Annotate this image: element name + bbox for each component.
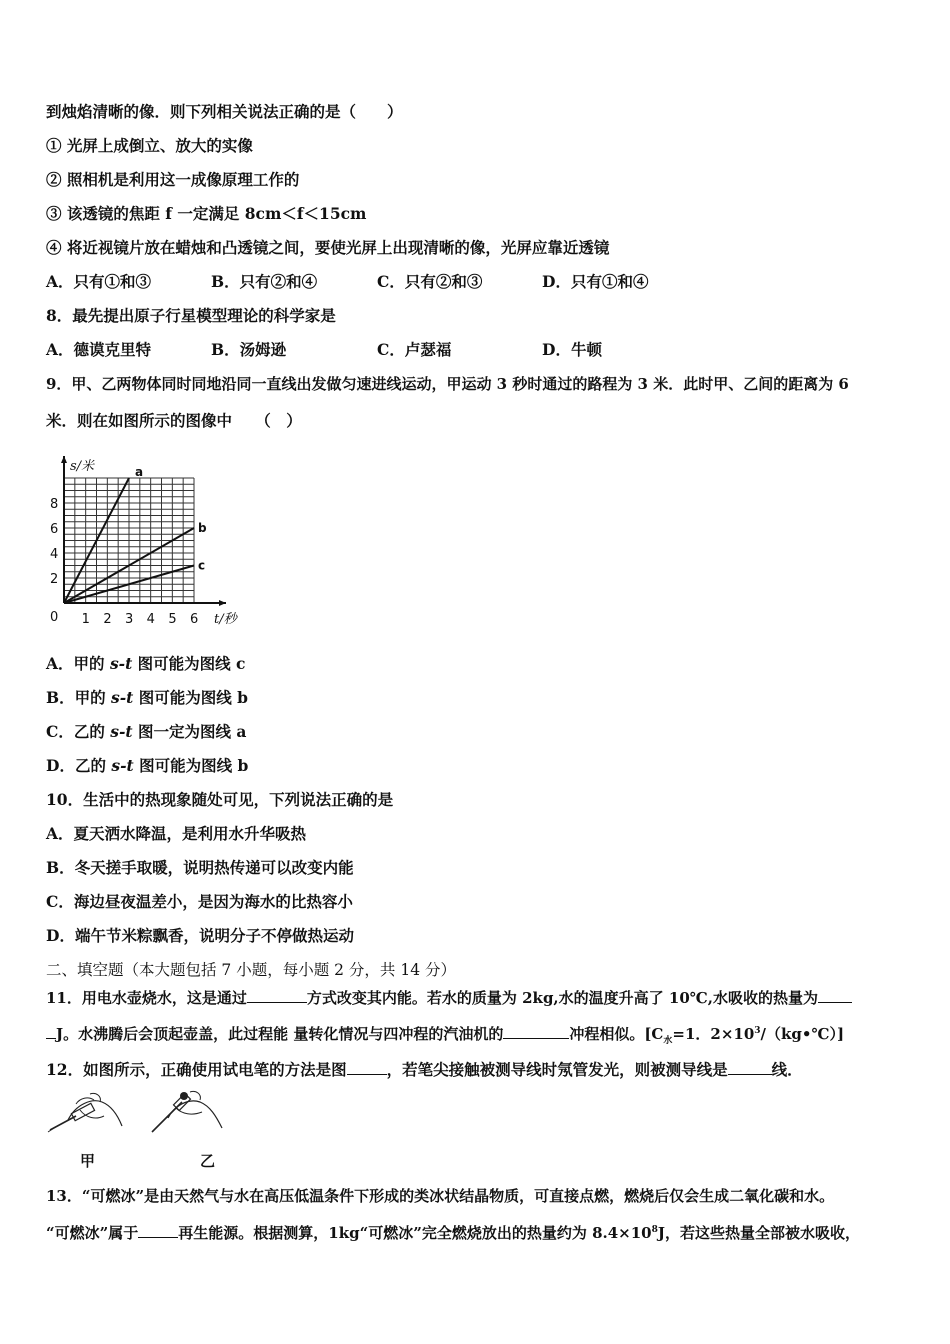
q9-option-a-var: s-t [109,654,133,673]
q8-option-a: A．德谟克里特 [46,340,152,359]
q11-blank-1[interactable] [247,986,307,1003]
q12-line [46,1058,803,1080]
q11-sup-3: 3 [754,1026,761,1036]
q13-blank-1[interactable] [138,1221,178,1238]
q9-option-a-post: 图可能为图线 c [132,654,246,673]
q9-option-c-post: 图一定为图线 a [132,722,247,741]
x-tick-label: 6 [190,612,199,627]
q9-option-d-post: 图可能为图线 b [133,756,249,775]
series-label-c: c [198,558,206,573]
q8-option-c: C．卢瑟福 [377,340,452,359]
x-axis-label: t/秒 [214,612,237,627]
q11-text-6: /（kg•℃）] [760,1025,845,1043]
q13-line2 [46,1221,860,1243]
x-tick-label: 1 [81,612,90,627]
q10-option-c: C．海边昼夜温差小，是因为海水的比热容小 [46,892,353,911]
y-tick-label: 6 [50,522,59,537]
series-label-b: b [198,521,207,535]
y-axis-label: s/米 [70,459,95,474]
q11-line2 [46,1022,844,1044]
q11-blank-2b[interactable] [46,1022,56,1039]
q12-text-3: 线． [771,1060,803,1079]
y-tick-label: 8 [50,497,59,512]
q9-option-b-post: 图可能为图线 b [133,688,248,707]
q7-option-c: C．只有②和③ [377,272,483,291]
q9-option-c [46,722,246,742]
q13-text-3: J，若这些热量全部被水吸收， [657,1224,860,1242]
q13-text-2: 再生能源。根据测算，1kg“可燃冰”完全燃烧放出的热量约为 8.4×10 [178,1224,652,1242]
x-tick-label: 2 [103,612,112,627]
q9-option-b [46,688,248,708]
q9-stem-line2: 米．则在如图所示的图像中 （ ） [46,411,302,430]
q11-text-4: 冲程相似。[C [569,1025,664,1043]
q7-option-b: B．只有②和④ [211,272,318,291]
q9-option-d-var: s-t [111,756,134,775]
x-axis-arrow [219,600,226,606]
q11-text-3: J。水沸腾后会顶起壶盖，此过程能 量转化情况与四冲程的汽油机的 [56,1025,504,1043]
q9-option-b-var: s-t [111,688,134,707]
q9-option-a-pre: A．甲的 [46,654,110,673]
q10-option-a: A．夏天洒水降温，是利用水升华吸热 [46,824,307,843]
q12-blank-1[interactable] [347,1058,387,1075]
q7-options [46,272,906,292]
q10-option-b: B．冬天搓手取暖，说明热传递可以改变内能 [46,858,354,877]
q8-option-b: B．汤姆逊 [211,340,287,359]
section-2-heading: 二、填空题（本大题包括 7 小题，每小题 2 分，共 14 分） [46,961,457,979]
q9-stem-line1: 9．甲、乙两物体同时同地沿同一直线出发做匀速进线运动，甲运动 3 秒时通过的路程为 3 米．此时甲、乙间的距离为 6 [46,375,849,393]
q7-statement-4: ④ 将近视镜片放在蜡烛和凸透镜之间，要使光屏上出现清晰的像，光屏应靠近透镜 [46,238,610,257]
series-label-a: a [135,465,144,479]
q13-text-1: “可燃冰”属于 [46,1224,139,1242]
q8-option-d: D．牛顿 [542,340,602,359]
q10-stem: 10．生活中的热现象随处可见，下列说法正确的是 [46,790,394,809]
st-graph [44,448,264,638]
q9-option-b-pre: B．甲的 [46,688,111,707]
q12-text-1: 12．如图所示，正确使用试电笔的方法是图 [46,1060,347,1079]
q8-stem: 8．最先提出原子行星模型理论的科学家是 [46,306,336,325]
q7-statement-1: ① 光屏上成倒立、放大的实像 [46,136,253,155]
x-tick-label: 3 [125,612,134,627]
q7-option-a: A．只有①和③ [46,272,152,291]
figure-label-jia: 甲 [80,1152,96,1170]
q11-text-1: 11．用电水壶烧水，这是通过 [46,989,247,1007]
q10-option-d: D．端午节米粽飘香，说明分子不停做热运动 [46,926,354,945]
q9-option-d [46,756,248,776]
q8-options [46,340,906,360]
q9-option-c-pre: C．乙的 [46,722,111,741]
q11-blank-3[interactable] [503,1022,569,1039]
q12-blank-2[interactable] [728,1058,772,1075]
y-axis-arrow [61,456,67,463]
q9-option-d-pre: D．乙的 [46,756,112,775]
test-pen-figure-jia [46,1090,126,1138]
q12-text-2: ，若笔尖接触被测导线时氖管发光，则被测导线是 [386,1060,728,1079]
x-tick-label: 4 [146,612,155,627]
q11-text-5: =1．2×10 [672,1025,755,1043]
q13-sup-8: 8 [651,1225,658,1235]
x-tick-label: 5 [168,612,177,627]
q7-statement-2: ② 照相机是利用这一成像原理工作的 [46,170,300,189]
q7-statement-3: ③ 该透镜的焦距 f 一定满足 8cm＜f＜15cm [46,204,367,223]
q11-blank-2a[interactable] [818,986,852,1003]
q11-sub-water: 水 [663,1036,673,1046]
origin-label: 0 [50,610,59,625]
y-tick-label: 2 [50,572,59,587]
y-tick-label: 4 [50,547,59,562]
q7-option-d: D．只有①和④ [542,272,649,291]
q7-stem-tail: 到烛焰清晰的像．则下列相关说法正确的是（ ） [46,102,403,121]
q11-text-2: 方式改变其内能。若水的质量为 2kg,水的温度升高了 10℃,水吸收的热量为 [306,989,818,1007]
q13-line1: 13．“可燃冰”是由天然气与水在高压低温条件下形成的类冰状结晶物质，可直接点燃，燃烧后仅会生成二氧化碳和水。 [46,1187,835,1205]
q9-option-a [46,654,246,674]
q11-line1 [46,986,852,1008]
figure-label-yi: 乙 [200,1152,216,1170]
test-pen-figure-yi [148,1088,228,1138]
q9-option-c-var: s-t [110,722,133,741]
